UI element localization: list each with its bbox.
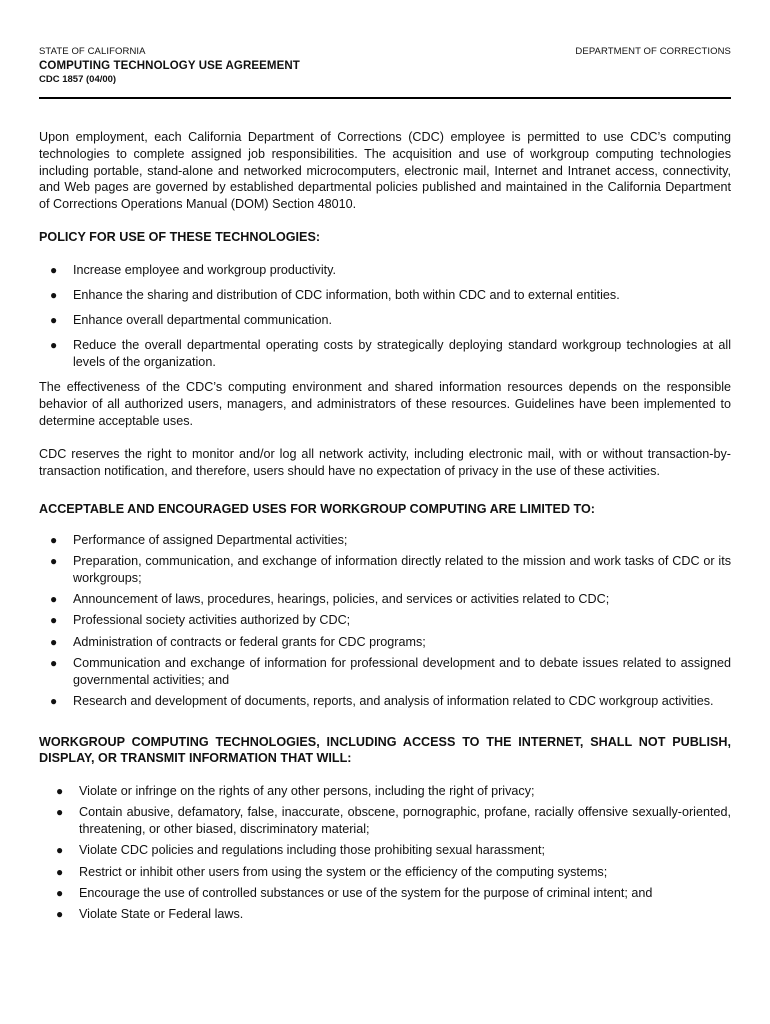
acceptable-uses-heading: ACCEPTABLE AND ENCOURAGED USES FOR WORKGROUP COMPUTING ARE LIMITED TO: <box>39 502 595 517</box>
state-label: STATE OF CALIFORNIA <box>39 46 146 57</box>
list-item: ● Preparation, communication, and exchange of information directly related to the mission and work tasks of CDC or its workgroups; <box>50 554 731 586</box>
bullet-icon: ● <box>50 533 58 548</box>
policy-heading: POLICY FOR USE OF THESE TECHNOLOGIES: <box>39 229 321 244</box>
bullet-icon: ● <box>56 906 64 921</box>
list-item: ● Encourage the use of controlled substances or use of the system for the purpose of criminal intent; and <box>56 885 653 900</box>
prohibited-uses-heading: WORKGROUP COMPUTING TECHNOLOGIES, INCLUDING ACCESS TO THE INTERNET, SHALL NOT PUBLISH, DISPLAY, OR TRANSMIT INFORMATION THAT WILL: <box>39 734 731 766</box>
form-number: CDC 1857 (04/00) <box>39 74 117 85</box>
bullet-icon: ● <box>56 885 64 900</box>
acceptable-uses-list <box>39 532 731 710</box>
department-label: DEPARTMENT OF CORRECTIONS <box>575 46 731 57</box>
form-title: COMPUTING TECHNOLOGY USE AGREEMENT <box>39 60 300 72</box>
list-item: ● Administration of contracts or federal grants for CDC programs; <box>50 634 426 649</box>
bullet-icon: ● <box>50 287 58 302</box>
bullet-icon: ● <box>50 693 58 708</box>
prohibited-uses-list <box>39 783 731 923</box>
list-item: ● Professional society activities authorized by CDC; <box>50 613 351 628</box>
bullet-icon: ● <box>50 262 58 277</box>
bullet-icon: ● <box>50 592 58 607</box>
effectiveness-paragraph: The effectiveness of the CDC’s computing environment and shared information resources depends on the responsible behavior of all authorized users, managers, and administrators of these resources. Guidelines have been implemented to determine acceptable uses. <box>39 380 731 428</box>
bullet-icon: ● <box>56 843 64 858</box>
bullet-icon: ● <box>50 337 58 352</box>
list-item: ● Announcement of laws, procedures, hearings, policies, and services or activities related to CDC; <box>50 592 610 607</box>
list-item: ● Performance of assigned Departmental activities; <box>50 533 348 548</box>
document-page <box>39 0 731 927</box>
list-item: ● Increase employee and workgroup productivity. <box>50 262 336 277</box>
list-item: ● Contain abusive, defamatory, false, inaccurate, obscene, pornographic, profane, racially offensive sexually-oriented, threatening, or other biased, discriminatory material; <box>56 805 731 837</box>
bullet-icon: ● <box>50 634 58 649</box>
list-item: ● Violate State or Federal laws. <box>56 906 244 921</box>
bullet-icon: ● <box>50 655 58 670</box>
list-item: ● Enhance overall departmental communication. <box>50 312 333 327</box>
bullet-icon: ● <box>50 554 58 569</box>
list-item: ● Violate CDC policies and regulations including those prohibiting sexual harassment; <box>56 843 546 858</box>
list-item: ● Restrict or inhibit other users from using the system or the efficiency of the computing systems; <box>56 864 608 879</box>
intro-paragraph: Upon employment, each California Department of Corrections (CDC) employee is permitted to use CDC’s computing technologies to complete assigned job responsibilities. The acquisition and use of workgroup computing technologies including portable, stand-alone and networked microcomputers, electronic mail, Internet and Intranet access, connectivity, and Web pages are governed by established departmental policies published and maintained in the California Department of Corrections Operations Manual (DOM) Section 48010. <box>39 130 731 212</box>
monitoring-paragraph: CDC reserves the right to monitor and/or log all network activity, including electronic mail, with or without transaction-by-transaction notification, and therefore, users should have no expectation of privacy in the use of these activities. <box>39 446 731 478</box>
form-header <box>39 46 731 59</box>
list-item: ● Violate or infringe on the rights of any other persons, including the right of privacy; <box>56 784 535 799</box>
bullet-icon: ● <box>50 312 58 327</box>
list-item: ● Reduce the overall departmental operating costs by strategically deploying standard workgroup technologies at all levels of the organization. <box>50 337 731 369</box>
policy-list <box>39 262 731 371</box>
bullet-icon: ● <box>56 864 64 879</box>
list-item: ● Communication and exchange of information for professional development and to debate issues related to assigned governmental activities; and <box>50 655 731 687</box>
list-item: ● Enhance the sharing and distribution of CDC information, both within CDC and to external entities. <box>50 287 620 302</box>
header-divider <box>39 97 731 99</box>
bullet-icon: ● <box>56 784 64 799</box>
list-item: ● Research and development of documents, reports, and analysis of information related to CDC workgroup activities. <box>50 693 714 708</box>
bullet-icon: ● <box>56 805 64 820</box>
bullet-icon: ● <box>50 613 58 628</box>
